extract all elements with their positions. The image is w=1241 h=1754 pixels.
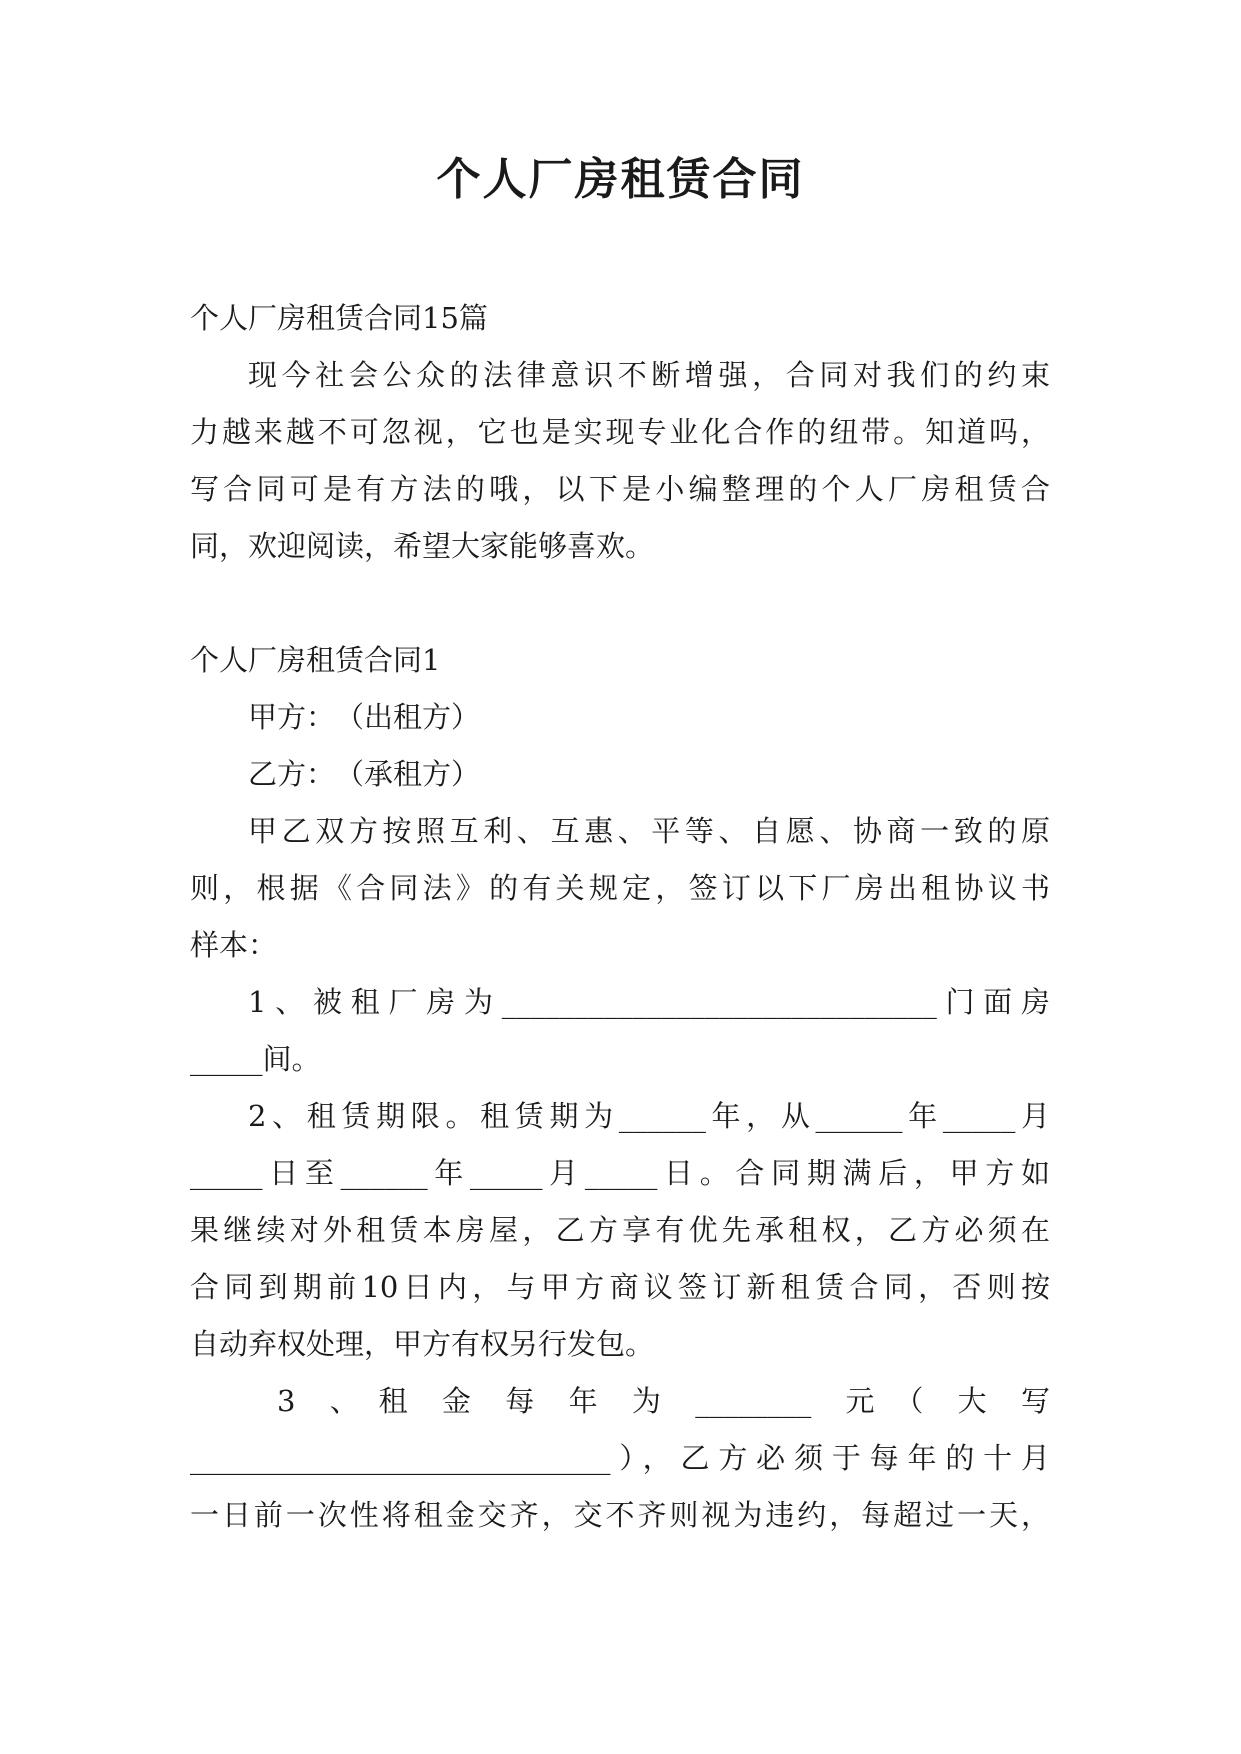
section-heading: 个人厂房租赁合同1 [190, 643, 441, 677]
party-a: 甲方： （出租方） [248, 700, 481, 734]
principle-line: 则，根据《合同法》的有关规定，签订以下厂房出租协议书 [190, 871, 1050, 905]
clause-line: _____间。 [190, 1042, 321, 1076]
clause-3 [190, 1373, 1050, 1544]
clause-line: 3 、 租 金 每 年 为 ________ 元 （ 大 写 [277, 1384, 1050, 1418]
clause-line: 合同到期前10日内，与甲方商议签订新租赁合同，否则按 [190, 1270, 1050, 1304]
clause-2 [190, 1088, 1050, 1373]
principle-paragraph [190, 803, 1050, 974]
document-body [190, 290, 1050, 1544]
intro-line: 写合同可是有方法的哦，以下是小编整理的个人厂房租赁合 [190, 472, 1050, 506]
clause-line: _____________________________），乙方必须于每年的十月 [190, 1441, 1050, 1475]
intro-paragraph [190, 347, 1050, 575]
clause-line: 2、租赁期限。租赁期为______年，从______年_____月 [248, 1099, 1050, 1133]
intro-line: 力越来越不可忽视，它也是实现专业化合作的纽带。知道吗， [190, 415, 1050, 449]
clause-line: 1、被租厂房为______________________________门面房 [248, 985, 1050, 1019]
principle-line: 样本： [190, 928, 278, 962]
clause-line: 自动弃权处理，甲方有权另行发包。 [190, 1327, 655, 1361]
clause-line: _____日至______年_____月_____日。合同期满后，甲方如 [190, 1156, 1050, 1190]
party-b: 乙方： （承租方） [248, 757, 481, 791]
clause-1 [190, 974, 1050, 1088]
intro-line: 同，欢迎阅读，希望大家能够喜欢。 [190, 529, 655, 563]
clause-line: 果继续对外租赁本房屋，乙方享有优先承租权，乙方必须在 [190, 1213, 1050, 1247]
principle-line: 甲乙双方按照互利、互惠、平等、自愿、协商一致的原 [248, 814, 1050, 848]
clause-line: 一日前一次性将租金交齐，交不齐则视为违约，每超过一天， [190, 1498, 1050, 1532]
intro-line: 现今社会公众的法律意识不断增强，合同对我们的约束 [248, 358, 1050, 392]
document-title: 个人厂房租赁合同 [436, 154, 805, 205]
subtitle: 个人厂房租赁合同15篇 [190, 301, 488, 335]
